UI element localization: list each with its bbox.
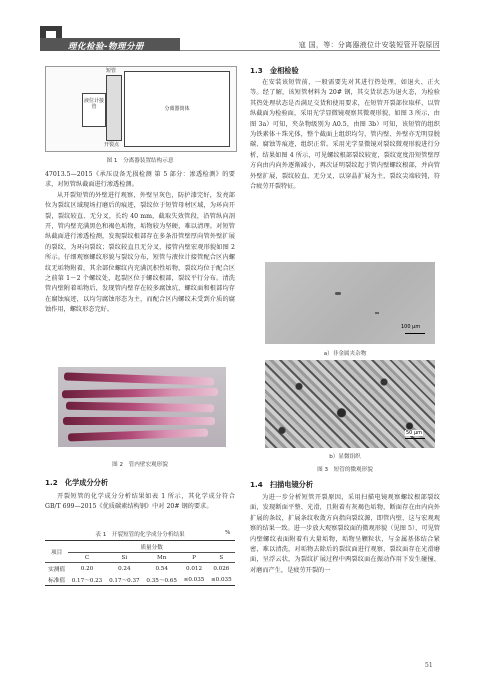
table-cell: 0.20 [80,565,94,572]
table-cell: 标准值 [48,577,66,584]
right-paragraph-2: 为进一步分析短管开裂原因，采用扫描电镜观察螺纹根部裂纹面，发现断面平整、光滑，且附着有灰褐色垢物，断面存在由内向外扩展的条纹，扩展条纹收敛方向指向裂纹源，即管内壁，这与宏观观察的结果一致。进一步放大观察裂纹面的微观形貌（见图 5），可见管内壁螺纹表面附着有大量垢物，垢物呈颗粒状，与金属基体结合紧密，难以清洗，对垢物去除后的裂纹面进行观察，裂纹面存在光滑磨面，呈浮云状，为裂纹扩展过程中两裂纹面在振动作用下发生碰撞、对磨而产生，是疲劳开裂的一 [250,494,440,574]
figure-3a-micrograph [265,262,435,344]
table-cell: ≤0.035 [183,576,205,583]
right-paragraph-2-wrap [250,493,440,576]
figure-2-photo [58,367,226,447]
table-header-p: P [192,554,196,561]
figure-1-caption: 图 1 分离器装置结构示意 [106,158,174,164]
figure-3a-label: a）非金属夹杂物 [323,351,367,357]
crack-point-label: 开裂点 [104,142,120,148]
inclusion-mark [375,312,379,314]
right-paragraph-1-wrap [250,78,440,192]
right-paragraph-1: 在安装该短管前，一般需要先对其进行热处理，如退火、正火等。经了解，该短管材料为 20# 钢，其交货状态为退火态，为检验其热处理状态是否满足交货和使用要求，在短管开裂部位取样，以管纵截面为检验面，采用光学显微镜观察其微观形貌，如图 3 所示，由图 3a）可知，夹杂物级别为 A0.5，由图 3b）可知，该短管的组织为铁素体＋珠光体，整个截面上组织均匀，管内壁、外壁亦无明显脱碳、腐蚀等痕迹，组织正常。采用光学显微镜对裂纹微观形貌进行分析，结果如图 4 所示，可见螺纹根部裂纹较宽，裂纹宽度沿短管壁厚方向由内向外逐渐减小，再次证明裂纹起于管内壁螺纹根部，并向管外壁扩展，裂纹较直、无分叉，以穿晶扩展为主，裂纹尖端较钝，符合疲劳开裂特征。 [250,79,440,191]
left-paragraph-1: 47013.5—2015《承压设备无损检测 第 5 部分：渗透检测》的要求，对短管纵截面进行渗透检测。 [45,171,235,189]
left-paragraph-3: 开裂短管的化学成分分析结果如表 1 所示，其化学成分符合 GB/T 699—2015《优质碳素结构钢》中对 20# 钢的要求。 [45,493,235,511]
left-paragraph-3-wrap [45,492,235,513]
table-cell: 0.012 [185,565,202,572]
section-1-3-heading: 1.3 金相检验 [250,66,299,75]
section-1-4-heading: 1.4 扫描电镜分析 [250,480,314,489]
inclusion-mark [335,292,341,295]
short-pipe-box [106,75,122,141]
short-pipe-label: 短管 [106,68,117,74]
photo-strip [62,388,218,399]
table-row [45,574,235,586]
table-header-mn: Mn [157,554,167,561]
left-column-body [45,170,235,316]
table-cell: 0.54 [155,565,168,572]
figure-3b-scale: 50 μm [406,430,423,436]
table-1-caption: 表 1 开裂短管的化学成分分析结果 [95,532,185,538]
figure-3a-scale: 100 μm [401,324,421,330]
table-header-c: C [84,554,90,561]
left-paragraph-2: 从开裂短管的外壁进行观察，外壁呈灰色，防护漆完好，发亮部位为裂纹区域现场打磨后的痕迹，裂纹位于短管母材区域，为环向开裂，裂纹较直、无分叉，长约 40 mm，截取失效管段，沿管纵向剖开，管内壁充满黑色和褐色垢物，垢物较为坚硬，难以清理。对短管纵截面进行渗透检测，发现裂纹根部存在多条沿管壁厚向管外壁扩展的裂纹，为环向裂纹；裂纹较直且无分叉，接管内壁宏观形貌如图 2 所示。仔细观察螺纹形貌与裂纹分布，短管与液位计接管配合区内螺纹无垢物附着，其余部位螺纹内充满沉积性垢物，裂纹均位于配合区之前第 1～2 个螺纹处，起裂区位于螺纹根部，裂纹平行分布。清洗管内壁附着垢物后，发现管内壁存在较多腐蚀坑，螺纹面和根部均存在腐蚀痕迹，以均匀腐蚀形态为主，而配合区内螺纹未受到介质的腐蚀作用，螺纹形态完好。 [45,191,235,314]
photo-strip [64,372,214,385]
journal-label: 理化检验-物理分册 [68,42,145,52]
table-header-si: Si [121,554,128,561]
running-title: 寇 国，等：分离器液位计安装短管开裂原因 [298,41,440,49]
photo-strip [66,402,214,413]
scale-bar [405,333,425,334]
table-header-s: S [219,554,224,561]
table-cell: ≤0.035 [210,576,232,583]
figure-2-caption: 图 2 管内壁宏观形貌 [112,462,168,468]
table-1-unit: % [225,530,231,536]
photo-strip [68,429,208,442]
separator-box: 分离器筒体 [124,71,230,147]
figure-1-diagram [45,66,237,152]
scale-bar [405,438,425,439]
table-header-group: 质量分数 [68,541,235,553]
table-cell: 0.17～0.23 [71,577,103,584]
table-row [45,563,235,575]
table-header-item: 项目 [51,549,63,556]
table-cell: 实测值 [48,566,66,573]
figure-3b-micrograph [265,360,435,448]
table-cell: 0.17～0.37 [109,577,140,584]
table-cell: 0.026 [213,565,230,572]
section-1-2-heading: 1.2 化学成分分析 [45,478,109,487]
photo-strip [63,417,215,425]
figure-3b-label: b）显微组织 [329,454,361,460]
header-rule [180,50,440,51]
table-cell: 0.24 [118,565,131,572]
figure-3-caption: 图 3 短管的微观形貌 [317,467,373,473]
table-cell: 0.35～0.65 [146,577,177,584]
level-gauge-pipe-box: 液位计接管 [82,93,106,127]
table-1 [45,540,235,586]
page-number: 51 [425,662,433,669]
